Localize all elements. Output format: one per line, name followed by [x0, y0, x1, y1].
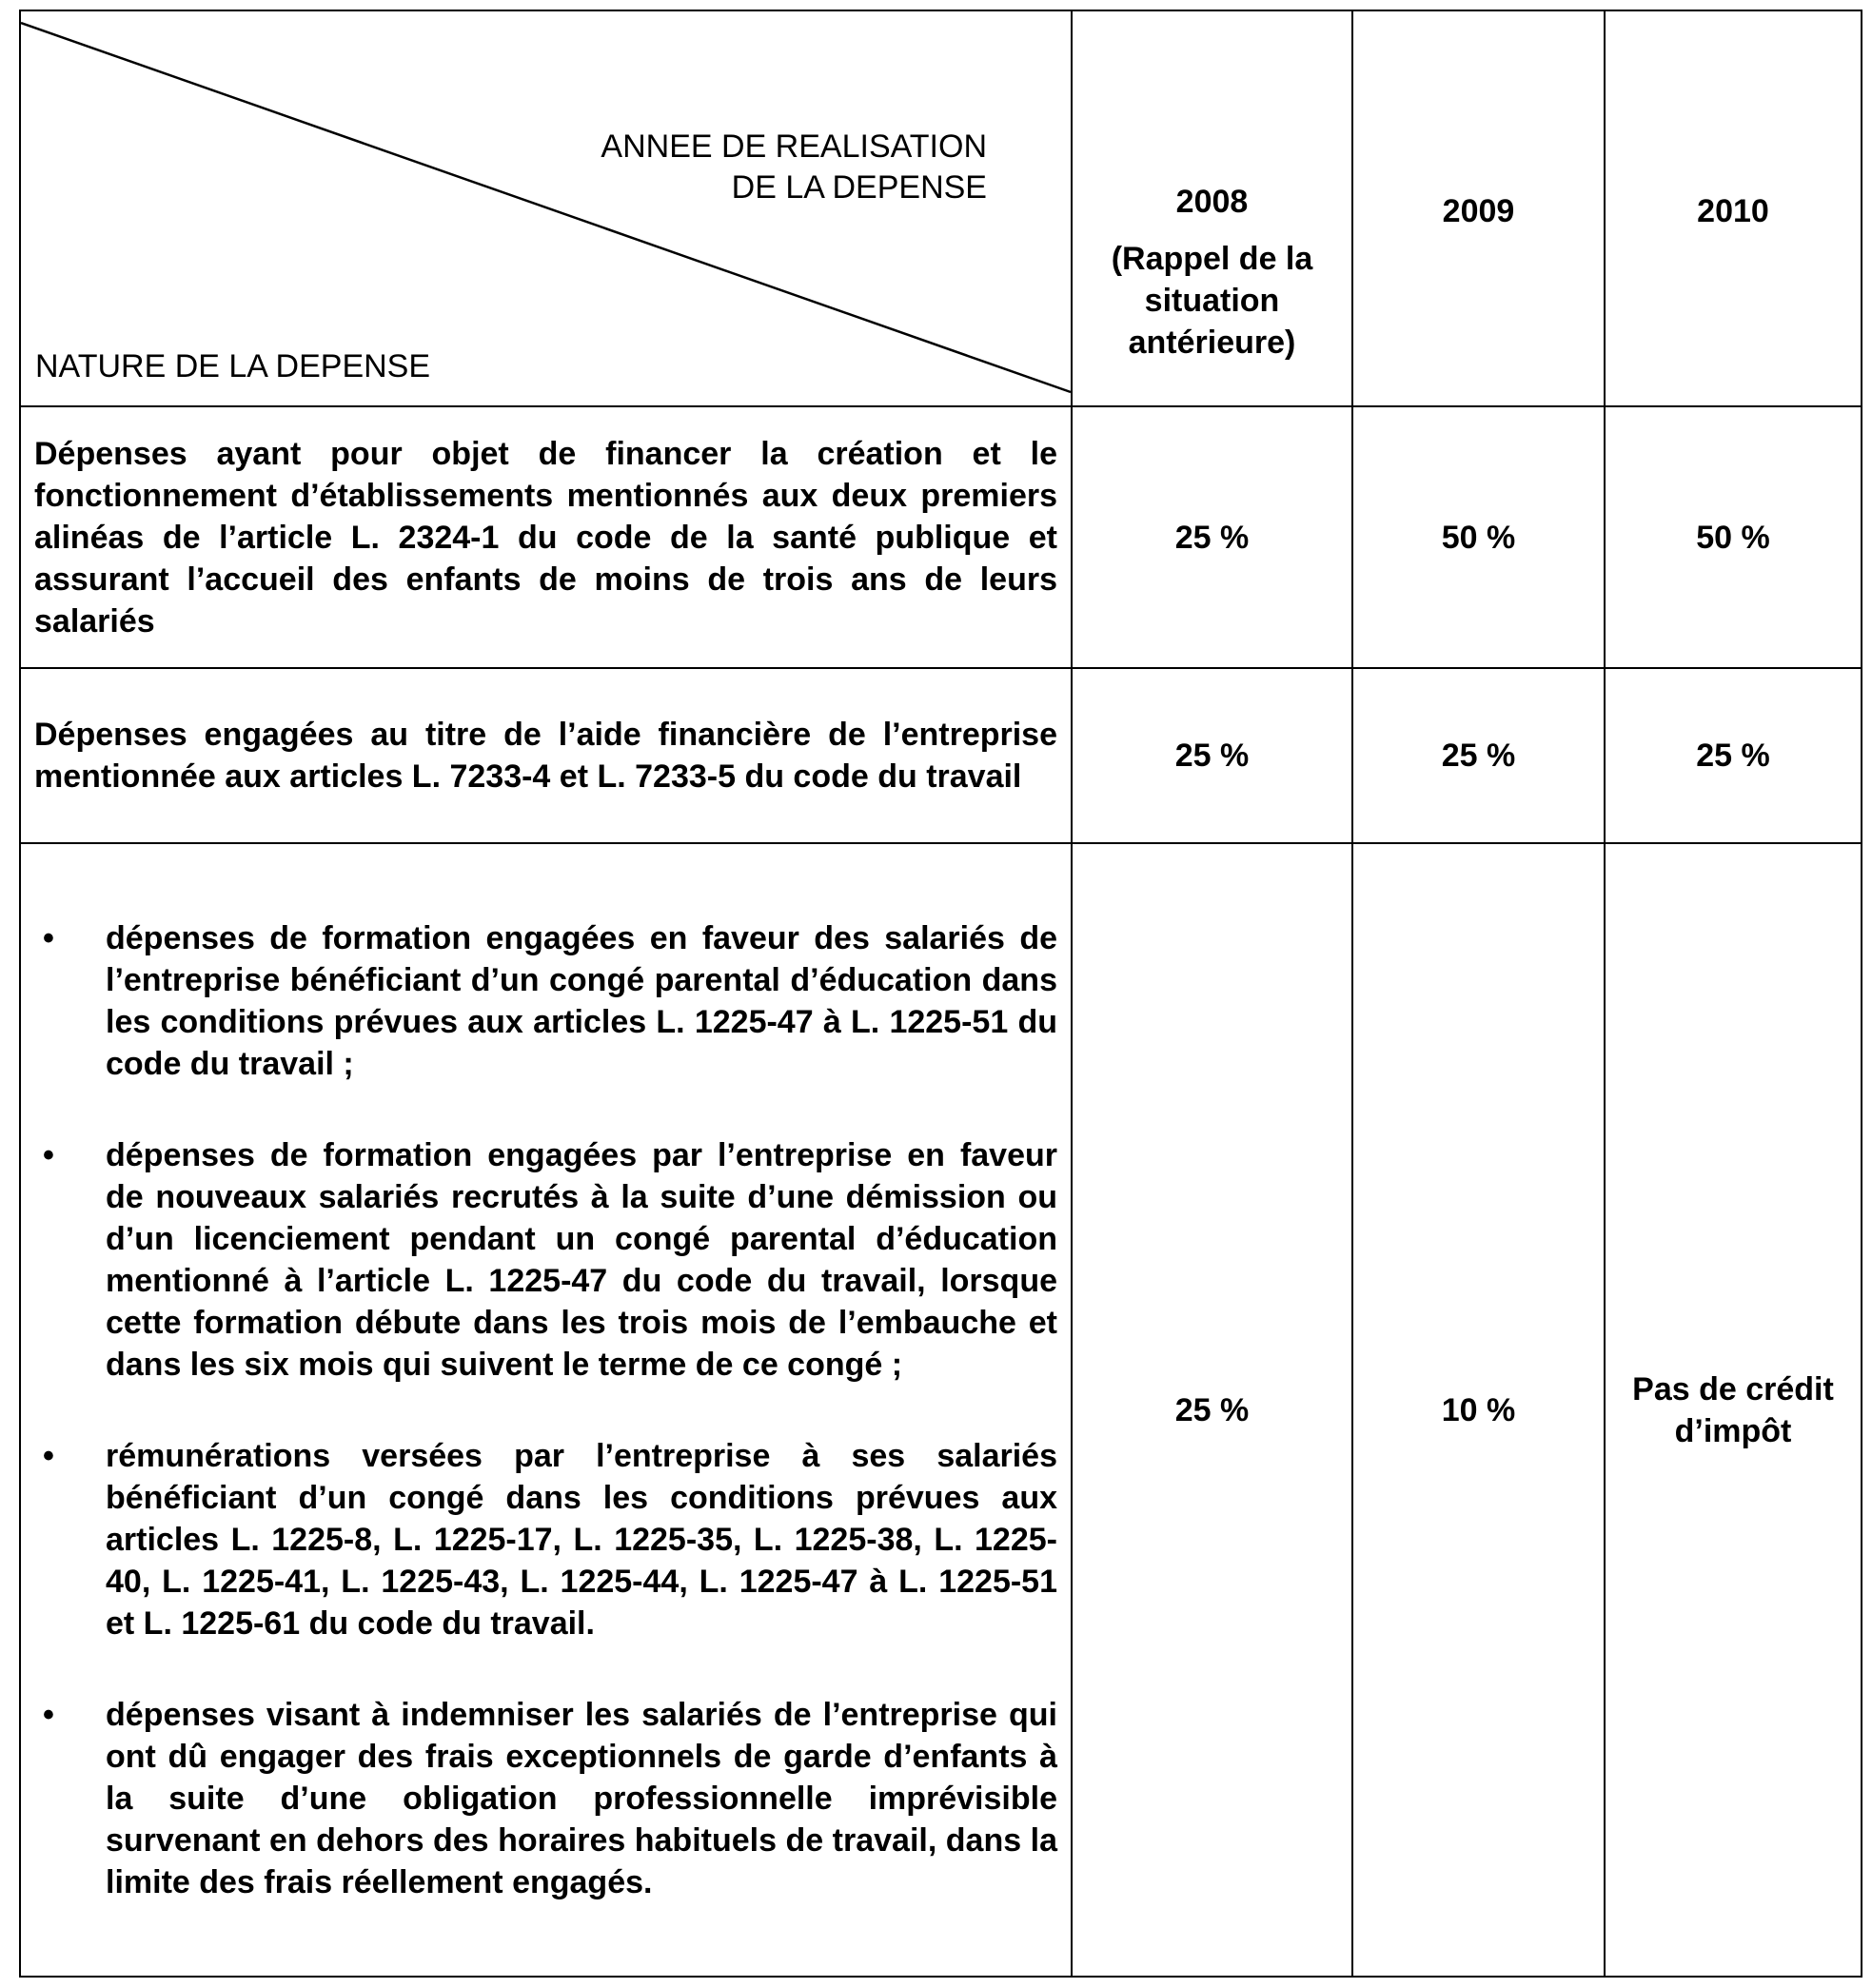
bullet-item: [34, 1134, 1057, 1386]
row-nature: Dépenses ayant pour objet de financer la création et le fonctionnement d’établissements mentionnés aux deux premiers alinéas de l’article L. 2324-1 du code de la santé publique et assurant l’accueil des enfants de moins de trois ans de leurs salariés: [20, 406, 1072, 668]
year-axis-label-line1: ANNEE DE REALISATION: [601, 128, 987, 165]
diagonal-header-cell: [20, 10, 1072, 406]
col-2008-note: (Rappel de la situation antérieure): [1111, 241, 1313, 361]
bullet-text: rémunérations versées par l’entreprise à ses salariés bénéficiant d’un congé dans les conditions prévues aux articles L. 1225-8, L. 1225-17, L. 1225-35, L. 1225-38, L. 1225-40, L. 1225-41, L. 1225-43, L. 1225-44, L. 1225-47 à L. 1225-51 et L. 1225-61 du code du travail.: [106, 1437, 1057, 1642]
bullet-item: [34, 1435, 1057, 1644]
row-value-2009: 25 %: [1352, 668, 1605, 843]
row-nature: Dépenses engagées au titre de l’aide financière de l’entreprise mentionnée aux articles L. 7233-4 et L. 7233-5 du code du travail: [20, 668, 1072, 843]
bullet-symbol: •: [43, 919, 54, 956]
row-value-2008: 25 %: [1072, 406, 1352, 668]
row-value-2010: 25 %: [1605, 668, 1862, 843]
col-2009-year: 2009: [1442, 193, 1515, 229]
table-row: [20, 668, 1862, 843]
col-2010-year: 2010: [1697, 193, 1769, 229]
table-row: [20, 406, 1862, 668]
year-axis-label-line2: DE LA DEPENSE: [731, 169, 987, 206]
bullet-text: dépenses de formation engagées par l’entreprise en faveur de nouveaux salariés recrutés à la suite d’une démission ou d’un licenciement pendant un congé parental d’éducation mentionné à l’article L. 1225-47 du code du travail, lorsque cette formation débute dans les trois mois de l’embauche et dans les six mois qui suivent le terme de ce congé ;: [106, 1136, 1057, 1383]
bullet-symbol: •: [43, 1696, 54, 1733]
col-2008-year: 2008: [1175, 184, 1249, 220]
bullet-symbol: •: [43, 1437, 54, 1474]
bullet-text: dépenses de formation engagées en faveur des salariés de l’entreprise bénéficiant d’un congé parental d’éducation dans les conditions prévues aux articles L. 1225-47 à L. 1225-51 du code du travail ;: [106, 919, 1057, 1082]
bullet-symbol: •: [43, 1136, 54, 1173]
row-value-2009: 50 %: [1352, 406, 1605, 668]
col-header-2010: [1605, 10, 1862, 406]
row-value-2009: 10 %: [1352, 843, 1605, 1977]
table-row: [20, 843, 1862, 1977]
row-nature-bullets: [20, 843, 1072, 1977]
row-value-2008: 25 %: [1072, 668, 1352, 843]
nature-axis-label: NATURE DE LA DEPENSE: [35, 348, 431, 384]
bullet-text: dépenses visant à indemniser les salariés de l’entreprise qui ont dû engager des frais exceptionnels de garde d’enfants à la suite d’une obligation professionnelle imprévisible survenant en dehors des horaires habituels de travail, dans la limite des frais réellement engagés.: [106, 1696, 1057, 1900]
row-value-2010: 50 %: [1605, 406, 1862, 668]
col-header-2008: [1072, 10, 1352, 406]
row-value-2008: 25 %: [1072, 843, 1352, 1977]
bullet-item: [34, 1694, 1057, 1903]
rates-table: [19, 10, 1862, 1978]
col-header-2009: [1352, 10, 1605, 406]
bullet-item: [34, 917, 1057, 1085]
row-value-2010: Pas de crédit d’impôt: [1605, 843, 1862, 1977]
year-axis-label: [601, 127, 987, 208]
header-row: [20, 10, 1862, 406]
